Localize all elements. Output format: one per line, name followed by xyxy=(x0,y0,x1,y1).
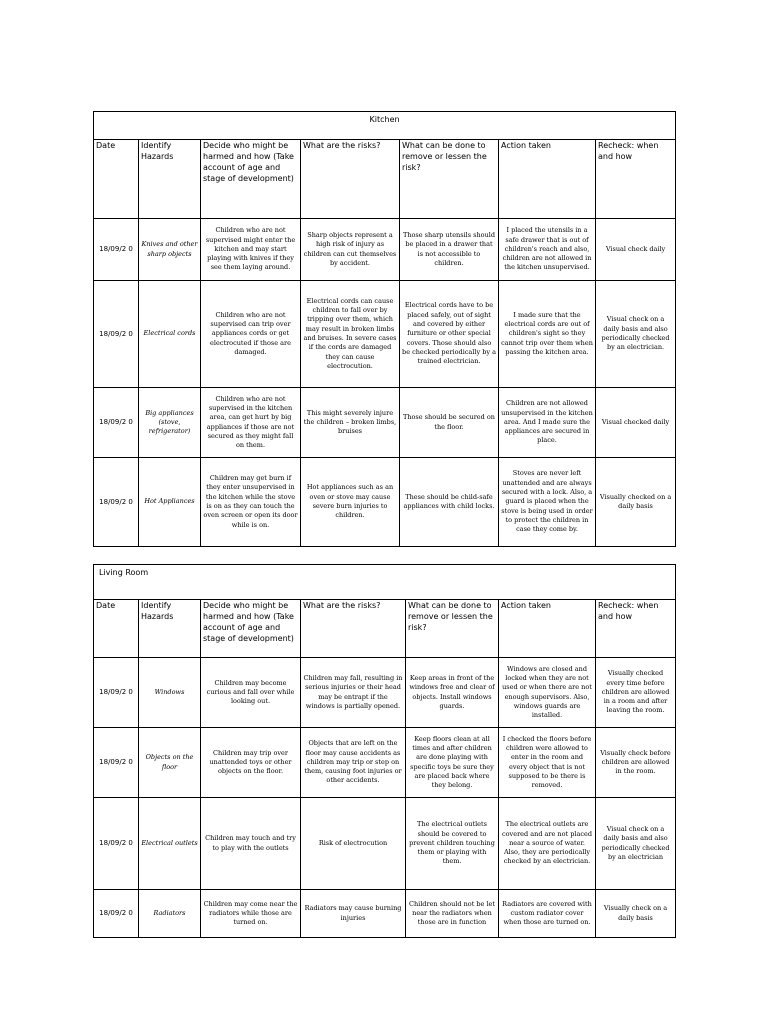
header-recheck: Recheck: when and how xyxy=(596,140,676,219)
action-cell: I checked the floors before children were allowed to enter in the room and every object that is not supposed to be there is removed. xyxy=(499,728,596,798)
header-risks: What are the risks? xyxy=(301,140,400,219)
action-cell: Children are not allowed unsupervised in the kitchen area. And I made sure the appliances are secured in place. xyxy=(499,388,596,458)
table-row xyxy=(94,219,676,281)
who-cell: Children may trip over unattended toys or other objects on the floor. xyxy=(201,728,301,798)
action-cell: Windows are closed and locked when they are not used or when there are not enough supervisors. Also, windows guards are installed. xyxy=(499,658,596,728)
hazard-cell: Radiators xyxy=(139,890,201,938)
table-row xyxy=(94,728,676,798)
date-cell: 18/09/2 0 xyxy=(94,658,139,728)
remove-cell: Electrical cords have to be placed safely, out of sight and covered by either furniture or other special covers. Those should also be checked periodically by a trained electrician. xyxy=(400,281,499,388)
recheck-cell: Visual checked daily xyxy=(596,388,676,458)
header-action-taken: Action taken xyxy=(499,140,596,219)
table-row xyxy=(94,658,676,728)
table-row xyxy=(94,798,676,890)
header-remove-risk: What can be done to remove or lessen the risk? xyxy=(400,140,499,219)
date-cell: 18/09/2 0 xyxy=(94,219,139,281)
who-cell: Children who are not supervised might enter the kitchen and may start playing with knives if they see them laying around. xyxy=(201,219,301,281)
header-identify-hazards: Identify Hazards xyxy=(139,600,201,658)
table-row xyxy=(94,388,676,458)
action-cell: The electrical outlets are covered and are not placed near a source of water. Also, they are periodically checked by an electrician. xyxy=(499,798,596,890)
hazard-cell: Electrical cords xyxy=(139,281,201,388)
date-cell: 18/09/2 0 xyxy=(94,798,139,890)
who-cell: Children who are not supervised can trip over appliances cords or get electrocuted if those are damaged. xyxy=(201,281,301,388)
remove-cell: These should be child-safe appliances with child locks. xyxy=(400,458,499,547)
remove-cell: Children should not be let near the radiators when those are in function xyxy=(406,890,499,938)
remove-cell: Keep floors clean at all times and after children are done playing with specific toys be sure they are placed back where they belong. xyxy=(406,728,499,798)
recheck-cell: Visual check on a daily basis and also periodically checked by an electrician xyxy=(596,798,676,890)
action-cell: I placed the utensils in a safe drawer that is out of children's reach and also, children are not allowed in the kitchen unsupervised. xyxy=(499,219,596,281)
hazard-cell: Big appliances (stove, refrigerator) xyxy=(139,388,201,458)
risks-cell: Risk of electrocution xyxy=(301,798,406,890)
living-room-risk-table xyxy=(93,564,676,938)
remove-cell: The electrical outlets should be covered to prevent children touching them or playing with them. xyxy=(406,798,499,890)
header-date: Date xyxy=(94,600,139,658)
kitchen-title: Kitchen xyxy=(94,112,676,140)
recheck-cell: Visually checked every time before children are allowed in a room and after leaving the room. xyxy=(596,658,676,728)
date-cell: 18/09/2 0 xyxy=(94,890,139,938)
who-cell: Children who are not supervised in the kitchen area, can get hurt by big appliances if those are not secured as they might fall on them. xyxy=(201,388,301,458)
hazard-cell: Windows xyxy=(139,658,201,728)
header-recheck: Recheck: when and how xyxy=(596,600,676,658)
risks-cell: Radiators may cause burning injuries xyxy=(301,890,406,938)
risks-cell: Objects that are left on the floor may cause accidents as children may trip or step on them, causing foot injuries or other accidents. xyxy=(301,728,406,798)
date-cell: 18/09/2 0 xyxy=(94,458,139,547)
table-row xyxy=(94,458,676,547)
recheck-cell: Visually check on a daily basis xyxy=(596,890,676,938)
recheck-cell: Visually checked on a daily basis xyxy=(596,458,676,547)
table-row xyxy=(94,890,676,938)
hazard-cell: Electrical outlets xyxy=(139,798,201,890)
header-who-harmed: Decide who might be harmed and how (Take account of age and stage of development) xyxy=(201,600,301,658)
action-cell: Stoves are never left unattended and are always secured with a lock. Also, a guard is placed when the stove is being used in order to protect the children in case they come by. xyxy=(499,458,596,547)
header-date: Date xyxy=(94,140,139,219)
action-cell: I made sure that the electrical cords are out of children's sight so they cannot trip over them when passing the kitchen area. xyxy=(499,281,596,388)
header-risks: What are the risks? xyxy=(301,600,406,658)
risks-cell: Children may fall, resulting in serious injuries or their head may be entrapt if the windows is partially opened. xyxy=(301,658,406,728)
date-cell: 18/09/2 0 xyxy=(94,728,139,798)
who-cell: Children may become curious and fall over while looking out. xyxy=(201,658,301,728)
date-cell: 18/09/2 0 xyxy=(94,281,139,388)
risks-cell: Sharp objects represent a high risk of injury as children can cut themselves by accident. xyxy=(301,219,400,281)
recheck-cell: Visually check before children are allowed in the room. xyxy=(596,728,676,798)
remove-cell: Those sharp utensils should be placed in a drawer that is not accessible to children. xyxy=(400,219,499,281)
recheck-cell: Visual check on a daily basis and also periodically checked by an electrician. xyxy=(596,281,676,388)
hazard-cell: Objects on the floor xyxy=(139,728,201,798)
remove-cell: Those should be secured on the floor. xyxy=(400,388,499,458)
date-cell: 18/09/2 0 xyxy=(94,388,139,458)
header-remove-risk: What can be done to remove or lessen the risk? xyxy=(406,600,499,658)
table-row xyxy=(94,281,676,388)
kitchen-risk-table xyxy=(93,111,676,547)
action-cell: Radiators are covered with custom radiator cover when those are turned on. xyxy=(499,890,596,938)
header-action-taken: Action taken xyxy=(499,600,596,658)
who-cell: Children may come near the radiators while those are turned on. xyxy=(201,890,301,938)
risks-cell: Hot appliances such as an oven or stove may cause severe burn injuries to children. xyxy=(301,458,400,547)
hazard-cell: Knives and other sharp objects xyxy=(139,219,201,281)
living-room-title: Living Room xyxy=(94,565,676,600)
who-cell: Children may get burn if they enter unsupervised in the kitchen while the stove is on as they can touch the oven screen or open its door while is on. xyxy=(201,458,301,547)
risks-cell: Electrical cords can cause children to fall over by tripping over them, which may result in broken limbs and bruises. In severe cases if the cords are damaged they can cause electrocution. xyxy=(301,281,400,388)
who-cell: Children may touch and try to play with the outlets xyxy=(201,798,301,890)
hazard-cell: Hot Appliances xyxy=(139,458,201,547)
risks-cell: This might severely injure the children – broken limbs, bruises xyxy=(301,388,400,458)
remove-cell: Keep areas in front of the windows free and clear of objects. Install windows guards. xyxy=(406,658,499,728)
header-identify-hazards: Identify Hazards xyxy=(139,140,201,219)
recheck-cell: Visual check daily xyxy=(596,219,676,281)
header-who-harmed: Decide who might be harmed and how (Take account of age and stage of development) xyxy=(201,140,301,219)
